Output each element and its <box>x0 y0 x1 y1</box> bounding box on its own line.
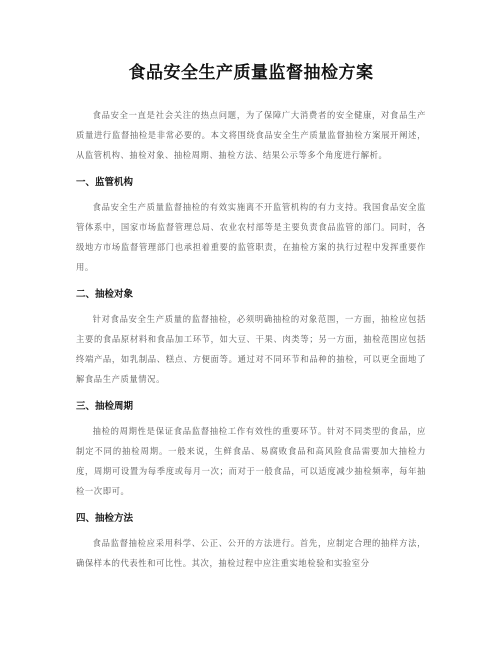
section-body-cycle: 抽检的周期性是保证食品监督抽检工作有效性的重要环节。针对不同类型的食品，应制定不同的抽检周期。一般来说，生鲜食品、易腐败食品和高风险食品需要加大抽检力度，周期可设置为每季度或每月一次；而对于一般食品，可以适度减少抽检频率，每年抽检一次即可。 <box>76 426 426 496</box>
intro-paragraph: 食品安全一直是社会关注的热点问题，为了保障广大消费者的安全健康，对食品生产质量进行监督抽检是非常必要的。本文将围绕食品安全生产质量监督抽检方案展开阐述，从监管机构、抽检对象、抽检周期、抽检方法、结果公示等多个角度进行解析。 <box>76 110 426 160</box>
section-body-targets: 针对食品安全生产质量的监督抽检，必须明确抽检的对象范围，一方面，抽检应包括主要的食品原材料和食品加工环节，如大豆、干果、肉类等；另一方面，抽检范围应包括终端产品，如乳制品、糕点、方便面等。通过对不同环节和品种的抽检，可以更全面地了解食品生产质量情况。 <box>76 314 426 384</box>
section-heading-cycle: 三、抽检周期 <box>76 401 134 412</box>
section-body-supervision: 食品安全生产质量监督抽检的有效实施离不开监管机构的有力支持。我国食品安全监管体系中，国家市场监督管理总局、农业农村部等是主要负责食品监管的部门。同时，各级地方市场监督管理部门也承担着重要的监管职责，在抽检方案的执行过程中发挥重要作用。 <box>76 202 426 272</box>
document-title: 食品安全生产质量监督抽检方案 <box>128 63 374 83</box>
section-heading-supervision: 一、监管机构 <box>76 177 134 188</box>
section-body-methods: 食品监督抽检应采用科学、公正、公开的方法进行。首先，应制定合理的抽样方法，确保样本的代表性和可比性。其次，抽检过程中应注重实地检验和实验室分 <box>76 538 426 568</box>
section-heading-methods: 四、抽检方法 <box>76 513 134 524</box>
section-heading-targets: 二、抽检对象 <box>76 289 134 300</box>
